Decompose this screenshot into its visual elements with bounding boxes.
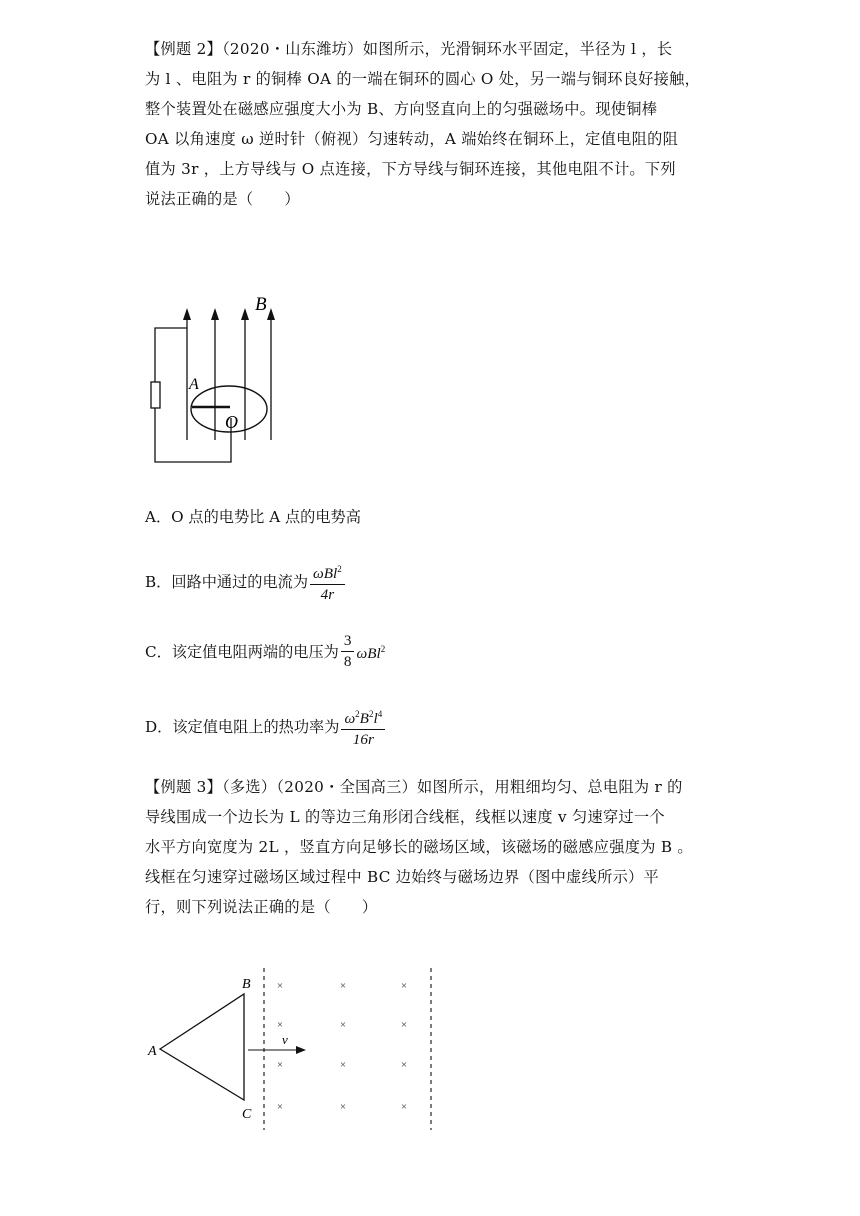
example2-line-5: 值为 3r ，上方导线与 O 点连接，下方导线与铜环连接，其他电阻不计。下列 [145, 160, 676, 178]
label-C: C [242, 1107, 252, 1122]
option-B-fraction [310, 560, 345, 604]
label-A: A [189, 376, 199, 393]
field-cross: × [276, 980, 284, 992]
resistor [151, 382, 160, 408]
option-C-tail-exp: 2 [380, 644, 386, 654]
label-v: v [282, 1032, 288, 1047]
option-A [145, 507, 361, 527]
example2-question [145, 34, 720, 214]
example3-line-4: 线框在匀速穿过磁场区域过程中 BC 边始终与磁场边界（图中虚线所示）平 [145, 868, 660, 886]
label-B: B [242, 977, 251, 992]
option-D-text: D．该定值电阻上的热功率为 [145, 718, 340, 736]
example3-figure [140, 962, 440, 1132]
field-cross: × [276, 1019, 284, 1031]
option-D-l-exp: 4 [377, 709, 383, 719]
arrowhead-2 [211, 308, 219, 320]
example3-line-5: 行，则下列说法正确的是（ ） [145, 898, 378, 916]
field-cross: × [400, 1059, 408, 1071]
field-cross: × [276, 1059, 284, 1071]
option-D [145, 705, 387, 749]
option-D-denominator: 16r [352, 731, 374, 748]
label-B: B [255, 294, 267, 315]
example2-line-1: 【例题 2】（2020・山东潍坊）如图所示，光滑铜环水平固定，半径为 l ，长 [145, 40, 673, 58]
option-D-fraction [341, 705, 385, 749]
label-A: A [148, 1044, 157, 1059]
arrowhead-4 [267, 308, 275, 320]
example2-line-6: 说法正确的是（ ） [145, 190, 300, 208]
field-cross: × [339, 980, 347, 992]
option-A-text: A．O 点的电势比 A 点的电势高 [145, 508, 361, 526]
option-C-numerator: 3 [341, 632, 355, 652]
triangle-frame [160, 994, 244, 1100]
option-D-omega: ω [344, 710, 356, 727]
velocity-arrowhead [296, 1046, 306, 1054]
option-C-tail: ωBl [356, 645, 381, 662]
option-D-l: l [373, 710, 378, 727]
example3-line-1: 【例题 3】（多选）（2020・全国高三）如图所示，用粗细均匀、总电阻为 r 的 [145, 778, 683, 796]
label-O: O [225, 412, 238, 432]
example2-figure [145, 288, 295, 466]
arrowhead-3 [241, 308, 249, 320]
option-B-denominator: 4r [320, 586, 335, 603]
example2-line-4: OA 以角速度 ω 逆时针（俯视）匀速转动，A 端始终在铜环上，定值电阻的阻 [145, 130, 679, 148]
option-C-text: C．该定值电阻两端的电压为 [145, 642, 339, 661]
option-B [145, 560, 347, 604]
option-D-B-exp: 2 [368, 709, 374, 719]
field-cross: × [400, 980, 408, 992]
example3-question [145, 772, 720, 922]
field-cross: × [400, 1019, 408, 1031]
option-B-numerator: ωBl [313, 565, 338, 582]
field-cross: × [339, 1101, 347, 1113]
example3-line-2: 导线围成一个边长为 L 的等边三角形闭合线框，线框以速度 v 匀速穿过一个 [145, 808, 665, 826]
field-cross: × [400, 1101, 408, 1113]
option-B-numerator-exp: 2 [337, 564, 342, 574]
example2-line-2: 为 l 、电阻为 r 的铜棒 OA 的一端在铜环的圆心 O 处，另一端与铜环良好接触， [145, 70, 701, 88]
option-D-omega-exp: 2 [355, 709, 360, 719]
field-cross: × [339, 1019, 347, 1031]
field-cross: × [339, 1059, 347, 1071]
field-cross: × [276, 1101, 284, 1113]
option-D-B: B [359, 710, 369, 727]
option-C [145, 632, 385, 671]
option-B-text: B．回路中通过的电流为 [145, 573, 309, 591]
circuit-wire [155, 328, 231, 462]
option-C-denominator: 8 [343, 653, 352, 670]
example2-line-3: 整个装置处在磁感应强度大小为 B、方向竖直向上的匀强磁场中。现使铜棒 [145, 100, 658, 118]
example3-line-3: 水平方向宽度为 2L ，竖直方向足够长的磁场区域，该磁场的磁感应强度为 B 。 [145, 838, 693, 856]
option-C-fraction [341, 632, 355, 671]
arrowhead-1 [183, 308, 191, 320]
